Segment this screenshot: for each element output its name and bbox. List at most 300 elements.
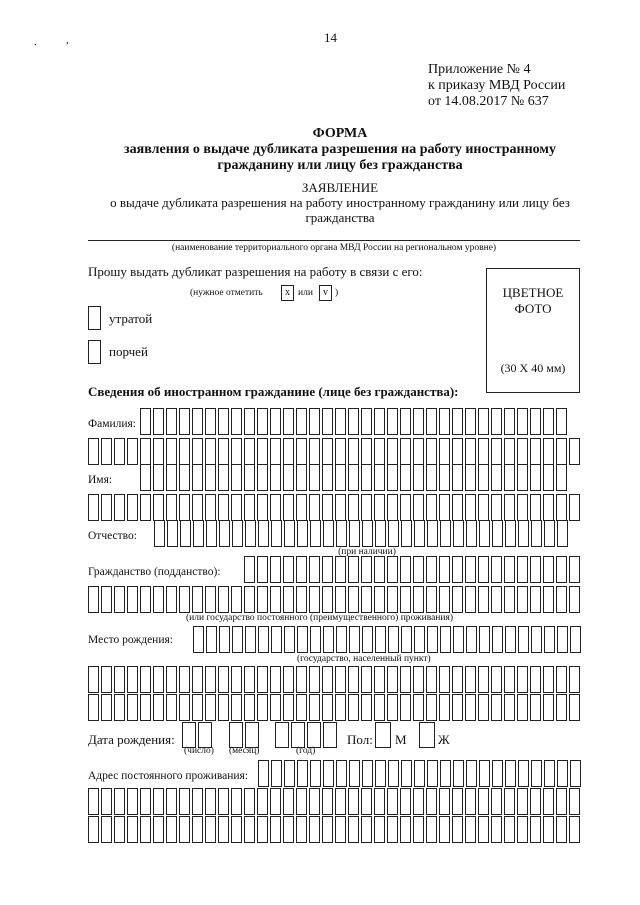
letter-cell[interactable] — [414, 520, 425, 547]
letter-cell[interactable] — [479, 520, 490, 547]
letter-cell[interactable] — [452, 816, 463, 843]
letter-cell[interactable] — [478, 438, 489, 465]
birthplace-cells[interactable] — [193, 626, 583, 653]
letter-cell[interactable] — [153, 816, 164, 843]
letter-cell[interactable] — [88, 438, 99, 465]
letter-cell[interactable] — [465, 694, 476, 721]
letter-cell[interactable] — [491, 816, 502, 843]
letter-cell[interactable] — [140, 464, 151, 491]
letter-cell[interactable] — [271, 520, 282, 547]
letter-cell[interactable] — [361, 694, 372, 721]
letter-cell[interactable] — [193, 520, 204, 547]
letter-cell[interactable] — [439, 788, 450, 815]
letter-cell[interactable] — [400, 666, 411, 693]
letter-cell[interactable] — [179, 438, 190, 465]
letter-cell[interactable] — [296, 494, 307, 521]
letter-cell[interactable] — [153, 666, 164, 693]
letter-cell[interactable] — [231, 586, 242, 613]
letter-cell[interactable] — [283, 556, 294, 583]
letter-cell[interactable] — [466, 760, 477, 787]
letter-cell[interactable] — [218, 666, 229, 693]
letter-cell[interactable] — [557, 626, 568, 653]
letter-cell[interactable] — [530, 816, 541, 843]
letter-cell[interactable] — [101, 694, 112, 721]
letter-cell[interactable] — [88, 494, 99, 521]
letter-cell[interactable] — [401, 760, 412, 787]
letter-cell[interactable] — [465, 788, 476, 815]
letter-cell[interactable] — [310, 760, 321, 787]
letter-cell[interactable] — [531, 626, 542, 653]
letter-cell[interactable] — [465, 464, 476, 491]
letter-cell[interactable] — [348, 816, 359, 843]
letter-cell[interactable] — [127, 788, 138, 815]
letter-cell[interactable] — [140, 586, 151, 613]
letter-cell[interactable] — [413, 788, 424, 815]
letter-cell[interactable] — [205, 438, 216, 465]
letter-cell[interactable] — [140, 694, 151, 721]
letter-cell[interactable] — [400, 556, 411, 583]
letter-cell[interactable] — [244, 556, 255, 583]
letter-cell[interactable] — [231, 666, 242, 693]
letter-cell[interactable] — [101, 438, 112, 465]
letter-cell[interactable] — [556, 788, 567, 815]
letter-cell[interactable] — [231, 408, 242, 435]
letter-cell[interactable] — [101, 494, 112, 521]
letter-cell[interactable] — [557, 760, 568, 787]
letter-cell[interactable] — [491, 788, 502, 815]
letter-cell[interactable] — [478, 788, 489, 815]
letter-cell[interactable] — [140, 816, 151, 843]
letter-cell[interactable] — [362, 520, 373, 547]
letter-cell[interactable] — [297, 520, 308, 547]
letter-cell[interactable] — [88, 694, 99, 721]
letter-cell[interactable] — [491, 556, 502, 583]
letter-cell[interactable] — [205, 816, 216, 843]
letter-cell[interactable] — [478, 408, 489, 435]
letter-cell[interactable] — [530, 586, 541, 613]
letter-cell[interactable] — [192, 788, 203, 815]
letter-cell[interactable] — [218, 694, 229, 721]
letter-cell[interactable] — [413, 816, 424, 843]
letter-cell[interactable] — [374, 494, 385, 521]
letter-cell[interactable] — [479, 626, 490, 653]
letter-cell[interactable] — [127, 666, 138, 693]
letter-cell[interactable] — [258, 520, 269, 547]
letter-cell[interactable] — [439, 408, 450, 435]
letter-cell[interactable] — [401, 520, 412, 547]
letter-cell[interactable] — [413, 494, 424, 521]
letter-cell[interactable] — [387, 494, 398, 521]
letter-cell[interactable] — [362, 760, 373, 787]
female-checkbox[interactable] — [419, 722, 435, 748]
letter-cell[interactable] — [297, 626, 308, 653]
letter-cell[interactable] — [504, 816, 515, 843]
letter-cell[interactable] — [491, 408, 502, 435]
letter-cell[interactable] — [231, 788, 242, 815]
address-cells[interactable] — [258, 760, 583, 787]
letter-cell[interactable] — [543, 464, 554, 491]
letter-cell[interactable] — [374, 556, 385, 583]
letter-cell[interactable] — [166, 666, 177, 693]
letter-cell[interactable] — [492, 520, 503, 547]
letter-cell[interactable] — [218, 816, 229, 843]
letter-cell[interactable] — [127, 438, 138, 465]
letter-cell[interactable] — [283, 666, 294, 693]
letter-cell[interactable] — [153, 438, 164, 465]
letter-cell[interactable] — [440, 626, 451, 653]
letter-cell[interactable] — [114, 666, 125, 693]
letter-cell[interactable] — [452, 408, 463, 435]
letter-cell[interactable] — [543, 586, 554, 613]
letter-cell[interactable] — [205, 666, 216, 693]
letter-cell[interactable] — [570, 626, 581, 653]
letter-cell[interactable] — [504, 666, 515, 693]
letter-cell[interactable] — [556, 494, 567, 521]
letter-cell[interactable] — [362, 626, 373, 653]
letter-cell[interactable] — [257, 694, 268, 721]
letter-cell[interactable] — [322, 816, 333, 843]
letter-cell[interactable] — [335, 816, 346, 843]
letter-cell[interactable] — [439, 586, 450, 613]
letter-cell[interactable] — [452, 494, 463, 521]
letter-cell[interactable] — [101, 788, 112, 815]
letter-cell[interactable] — [361, 556, 372, 583]
letter-cell[interactable] — [198, 722, 212, 748]
letter-cell[interactable] — [387, 438, 398, 465]
letter-cell[interactable] — [245, 520, 256, 547]
letter-cell[interactable] — [439, 666, 450, 693]
letter-cell[interactable] — [439, 694, 450, 721]
letter-cell[interactable] — [439, 494, 450, 521]
letter-cell[interactable] — [492, 760, 503, 787]
letter-cell[interactable] — [348, 408, 359, 435]
letter-cell[interactable] — [505, 520, 516, 547]
letter-cell[interactable] — [101, 816, 112, 843]
letter-cell[interactable] — [271, 760, 282, 787]
letter-cell[interactable] — [244, 464, 255, 491]
letter-cell[interactable] — [192, 408, 203, 435]
letter-cell[interactable] — [387, 788, 398, 815]
letter-cell[interactable] — [88, 666, 99, 693]
letter-cell[interactable] — [114, 816, 125, 843]
name-cells[interactable] — [140, 464, 569, 491]
letter-cell[interactable] — [244, 438, 255, 465]
letter-cell[interactable] — [296, 816, 307, 843]
letter-cell[interactable] — [478, 464, 489, 491]
letter-cell[interactable] — [504, 694, 515, 721]
letter-cell[interactable] — [439, 464, 450, 491]
letter-cell[interactable] — [284, 520, 295, 547]
letter-cell[interactable] — [219, 520, 230, 547]
letter-cell[interactable] — [504, 586, 515, 613]
letter-cell[interactable] — [127, 586, 138, 613]
letter-cell[interactable] — [439, 556, 450, 583]
patronymic-cells[interactable] — [154, 520, 570, 547]
letter-cell[interactable] — [387, 586, 398, 613]
letter-cell[interactable] — [322, 666, 333, 693]
letter-cell[interactable] — [491, 464, 502, 491]
birth-day-cells[interactable] — [182, 722, 214, 748]
letter-cell[interactable] — [310, 626, 321, 653]
letter-cell[interactable] — [205, 408, 216, 435]
letter-cell[interactable] — [283, 438, 294, 465]
citizenship-cells-row2[interactable] — [88, 586, 582, 613]
letter-cell[interactable] — [517, 556, 528, 583]
letter-cell[interactable] — [349, 626, 360, 653]
letter-cell[interactable] — [296, 666, 307, 693]
letter-cell[interactable] — [231, 694, 242, 721]
letter-cell[interactable] — [479, 760, 490, 787]
letter-cell[interactable] — [504, 788, 515, 815]
letter-cell[interactable] — [296, 788, 307, 815]
letter-cell[interactable] — [452, 694, 463, 721]
letter-cell[interactable] — [569, 494, 580, 521]
letter-cell[interactable] — [335, 438, 346, 465]
letter-cell[interactable] — [517, 816, 528, 843]
letter-cell[interactable] — [517, 788, 528, 815]
letter-cell[interactable] — [180, 520, 191, 547]
letter-cell[interactable] — [270, 464, 281, 491]
letter-cell[interactable] — [291, 722, 305, 748]
letter-cell[interactable] — [452, 556, 463, 583]
letter-cell[interactable] — [296, 694, 307, 721]
letter-cell[interactable] — [323, 722, 337, 748]
letter-cell[interactable] — [127, 816, 138, 843]
letter-cell[interactable] — [283, 586, 294, 613]
letter-cell[interactable] — [504, 464, 515, 491]
letter-cell[interactable] — [518, 626, 529, 653]
letter-cell[interactable] — [531, 520, 542, 547]
letter-cell[interactable] — [179, 816, 190, 843]
letter-cell[interactable] — [492, 626, 503, 653]
photo-box[interactable] — [486, 268, 580, 393]
letter-cell[interactable] — [88, 586, 99, 613]
letter-cell[interactable] — [218, 464, 229, 491]
letter-cell[interactable] — [504, 494, 515, 521]
letter-cell[interactable] — [426, 438, 437, 465]
letter-cell[interactable] — [374, 438, 385, 465]
letter-cell[interactable] — [309, 694, 320, 721]
letter-cell[interactable] — [348, 464, 359, 491]
letter-cell[interactable] — [283, 464, 294, 491]
letter-cell[interactable] — [427, 760, 438, 787]
letter-cell[interactable] — [426, 464, 437, 491]
letter-cell[interactable] — [361, 438, 372, 465]
letter-cell[interactable] — [258, 760, 269, 787]
letter-cell[interactable] — [517, 494, 528, 521]
letter-cell[interactable] — [244, 816, 255, 843]
letter-cell[interactable] — [179, 694, 190, 721]
letter-cell[interactable] — [192, 586, 203, 613]
letter-cell[interactable] — [140, 408, 151, 435]
letter-cell[interactable] — [466, 626, 477, 653]
letter-cell[interactable] — [570, 760, 581, 787]
letter-cell[interactable] — [283, 494, 294, 521]
letter-cell[interactable] — [543, 816, 554, 843]
letter-cell[interactable] — [440, 520, 451, 547]
letter-cell[interactable] — [452, 586, 463, 613]
letter-cell[interactable] — [270, 494, 281, 521]
letter-cell[interactable] — [245, 626, 256, 653]
letter-cell[interactable] — [205, 464, 216, 491]
letter-cell[interactable] — [270, 666, 281, 693]
letter-cell[interactable] — [478, 494, 489, 521]
letter-cell[interactable] — [270, 694, 281, 721]
letter-cell[interactable] — [530, 556, 541, 583]
letter-cell[interactable] — [387, 556, 398, 583]
letter-cell[interactable] — [218, 408, 229, 435]
birthplace-cells-row3[interactable] — [88, 694, 582, 721]
letter-cell[interactable] — [517, 586, 528, 613]
letter-cell[interactable] — [426, 586, 437, 613]
letter-cell[interactable] — [114, 694, 125, 721]
letter-cell[interactable] — [491, 666, 502, 693]
letter-cell[interactable] — [140, 494, 151, 521]
letter-cell[interactable] — [556, 556, 567, 583]
letter-cell[interactable] — [517, 694, 528, 721]
letter-cell[interactable] — [361, 586, 372, 613]
letter-cell[interactable] — [530, 464, 541, 491]
letter-cell[interactable] — [245, 722, 259, 748]
letter-cell[interactable] — [192, 464, 203, 491]
letter-cell[interactable] — [465, 586, 476, 613]
letter-cell[interactable] — [335, 464, 346, 491]
letter-cell[interactable] — [231, 464, 242, 491]
letter-cell[interactable] — [335, 694, 346, 721]
letter-cell[interactable] — [232, 626, 243, 653]
letter-cell[interactable] — [192, 666, 203, 693]
letter-cell[interactable] — [284, 760, 295, 787]
letter-cell[interactable] — [478, 816, 489, 843]
letter-cell[interactable] — [322, 586, 333, 613]
letter-cell[interactable] — [192, 438, 203, 465]
letter-cell[interactable] — [283, 816, 294, 843]
letter-cell[interactable] — [283, 408, 294, 435]
letter-cell[interactable] — [336, 626, 347, 653]
letter-cell[interactable] — [478, 586, 489, 613]
letter-cell[interactable] — [452, 788, 463, 815]
letter-cell[interactable] — [322, 408, 333, 435]
letter-cell[interactable] — [400, 788, 411, 815]
letter-cell[interactable] — [375, 760, 386, 787]
letter-cell[interactable] — [426, 788, 437, 815]
letter-cell[interactable] — [348, 438, 359, 465]
letter-cell[interactable] — [453, 626, 464, 653]
letter-cell[interactable] — [114, 788, 125, 815]
letter-cell[interactable] — [491, 694, 502, 721]
letter-cell[interactable] — [179, 788, 190, 815]
letter-cell[interactable] — [154, 520, 165, 547]
letter-cell[interactable] — [166, 586, 177, 613]
letter-cell[interactable] — [452, 464, 463, 491]
letter-cell[interactable] — [192, 816, 203, 843]
surname-cells[interactable] — [140, 408, 569, 435]
letter-cell[interactable] — [452, 666, 463, 693]
letter-cell[interactable] — [270, 586, 281, 613]
letter-cell[interactable] — [465, 438, 476, 465]
letter-cell[interactable] — [518, 760, 529, 787]
letter-cell[interactable] — [413, 464, 424, 491]
letter-cell[interactable] — [179, 494, 190, 521]
letter-cell[interactable] — [309, 408, 320, 435]
letter-cell[interactable] — [322, 788, 333, 815]
letter-cell[interactable] — [543, 694, 554, 721]
letter-cell[interactable] — [309, 586, 320, 613]
letter-cell[interactable] — [453, 760, 464, 787]
surname-cells-row2[interactable] — [88, 438, 582, 465]
letter-cell[interactable] — [140, 788, 151, 815]
letter-cell[interactable] — [322, 438, 333, 465]
letter-cell[interactable] — [257, 494, 268, 521]
letter-cell[interactable] — [530, 438, 541, 465]
letter-cell[interactable] — [556, 586, 567, 613]
letter-cell[interactable] — [229, 722, 243, 748]
letter-cell[interactable] — [309, 494, 320, 521]
letter-cell[interactable] — [218, 438, 229, 465]
letter-cell[interactable] — [426, 666, 437, 693]
letter-cell[interactable] — [387, 816, 398, 843]
letter-cell[interactable] — [374, 464, 385, 491]
birth-year-cells[interactable] — [275, 722, 339, 748]
letter-cell[interactable] — [361, 494, 372, 521]
letter-cell[interactable] — [556, 816, 567, 843]
letter-cell[interactable] — [348, 666, 359, 693]
letter-cell[interactable] — [388, 520, 399, 547]
letter-cell[interactable] — [296, 408, 307, 435]
letter-cell[interactable] — [219, 626, 230, 653]
letter-cell[interactable] — [88, 788, 99, 815]
letter-cell[interactable] — [400, 408, 411, 435]
letter-cell[interactable] — [400, 464, 411, 491]
letter-cell[interactable] — [543, 556, 554, 583]
letter-cell[interactable] — [271, 626, 282, 653]
letter-cell[interactable] — [387, 694, 398, 721]
letter-cell[interactable] — [218, 788, 229, 815]
letter-cell[interactable] — [374, 788, 385, 815]
letter-cell[interactable] — [153, 464, 164, 491]
letter-cell[interactable] — [530, 788, 541, 815]
citizenship-cells[interactable] — [244, 556, 582, 583]
letter-cell[interactable] — [335, 556, 346, 583]
letter-cell[interactable] — [127, 494, 138, 521]
letter-cell[interactable] — [569, 788, 580, 815]
letter-cell[interactable] — [275, 722, 289, 748]
letter-cell[interactable] — [179, 464, 190, 491]
letter-cell[interactable] — [556, 666, 567, 693]
letter-cell[interactable] — [387, 408, 398, 435]
letter-cell[interactable] — [283, 788, 294, 815]
letter-cell[interactable] — [375, 626, 386, 653]
letter-cell[interactable] — [153, 494, 164, 521]
letter-cell[interactable] — [335, 408, 346, 435]
letter-cell[interactable] — [505, 626, 516, 653]
letter-cell[interactable] — [218, 494, 229, 521]
birthplace-cells-row2[interactable] — [88, 666, 582, 693]
letter-cell[interactable] — [140, 666, 151, 693]
letter-cell[interactable] — [400, 694, 411, 721]
letter-cell[interactable] — [323, 520, 334, 547]
letter-cell[interactable] — [375, 520, 386, 547]
letter-cell[interactable] — [166, 788, 177, 815]
letter-cell[interactable] — [531, 760, 542, 787]
letter-cell[interactable] — [465, 816, 476, 843]
letter-cell[interactable] — [205, 788, 216, 815]
letter-cell[interactable] — [400, 438, 411, 465]
letter-cell[interactable] — [374, 816, 385, 843]
letter-cell[interactable] — [452, 438, 463, 465]
letter-cell[interactable] — [296, 586, 307, 613]
letter-cell[interactable] — [466, 520, 477, 547]
